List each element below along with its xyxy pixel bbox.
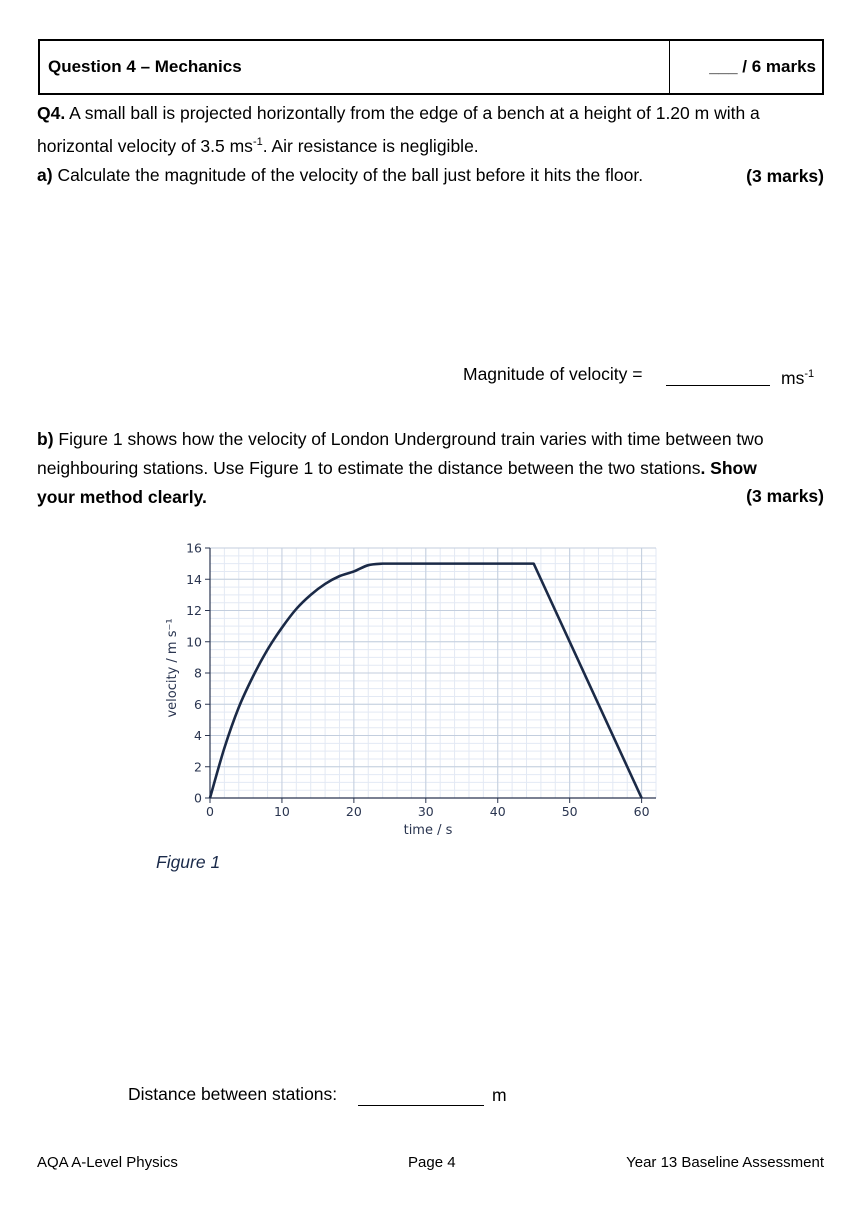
y-tick-label: 6 <box>194 696 202 712</box>
question-header <box>38 39 824 95</box>
footer-page: Page 4 <box>408 1154 456 1171</box>
marks-box: ___ / 6 marks <box>709 57 816 76</box>
x-tick-label: 0 <box>206 804 214 819</box>
question-title: Question 4 – Mechanics <box>40 41 670 93</box>
y-tick-label: 0 <box>194 790 202 806</box>
part-b-label: b) <box>37 429 54 449</box>
part-a-text: Calculate the magnitude of the velocity of the ball just before it hits the floor. <box>57 165 644 185</box>
part-a-label: a) <box>37 165 53 185</box>
part-a-answer-line[interactable] <box>666 385 770 386</box>
question-label: Q4. <box>37 103 66 123</box>
y-tick-label: 10 <box>186 634 202 650</box>
chart-ticks <box>186 541 650 820</box>
velocity-time-chart <box>150 538 670 848</box>
part-b-line-1: Figure 1 shows how the velocity of London Underground train varies with time between two <box>58 429 764 449</box>
y-tick-label: 2 <box>194 759 202 775</box>
grid-major <box>210 548 656 798</box>
question-intro <box>37 99 837 161</box>
part-a-question <box>37 161 643 190</box>
y-tick-label: 14 <box>186 571 202 587</box>
y-tick-label: 4 <box>194 728 202 743</box>
part-b-line-2a: neighbouring stations. Use Figure 1 to estimate the distance between the two stations <box>37 458 701 478</box>
x-tick-label: 40 <box>489 804 506 819</box>
intro-line-2a: horizontal velocity of 3.5 ms <box>37 136 253 156</box>
part-b-marks: (3 marks) <box>746 486 824 506</box>
part-a-answer-label: Magnitude of velocity = <box>463 364 643 384</box>
part-a-answer-unit <box>781 360 814 393</box>
x-tick-label: 10 <box>273 804 290 819</box>
x-axis-label: time / s <box>403 823 453 838</box>
figure-caption: Figure 1 <box>156 852 221 872</box>
intro-sup: -1 <box>252 136 263 148</box>
part-b-answer-line[interactable] <box>358 1105 484 1106</box>
part-b-answer-unit: m <box>492 1085 507 1105</box>
part-b-question <box>37 425 837 512</box>
footer-left: AQA A-Level Physics <box>37 1154 178 1171</box>
x-tick-label: 60 <box>633 804 650 819</box>
y-tick-label: 12 <box>186 603 202 618</box>
part-b-answer-label: Distance between stations: <box>128 1084 338 1104</box>
intro-line-2b: . Air resistance is negligible. <box>262 136 479 156</box>
x-tick-label: 50 <box>561 804 578 819</box>
part-b-line-3: your method clearly. <box>37 487 207 507</box>
footer-right: Year 13 Baseline Assessment <box>626 1154 824 1171</box>
part-a-unit-text: ms <box>781 368 805 388</box>
y-axis-label: velocity / m s⁻¹ <box>165 618 180 718</box>
y-tick-label: 16 <box>186 540 202 556</box>
x-tick-label: 20 <box>345 804 362 819</box>
x-tick-label: 30 <box>417 804 434 819</box>
part-b-line-2b: . Show <box>700 458 757 478</box>
part-a-marks: (3 marks) <box>746 166 824 186</box>
y-tick-label: 8 <box>194 665 202 681</box>
intro-line-1: A small ball is projected horizontally from the edge of a bench at a height of 1.20 m with a <box>69 103 760 123</box>
part-a-unit-sup: -1 <box>804 368 815 380</box>
